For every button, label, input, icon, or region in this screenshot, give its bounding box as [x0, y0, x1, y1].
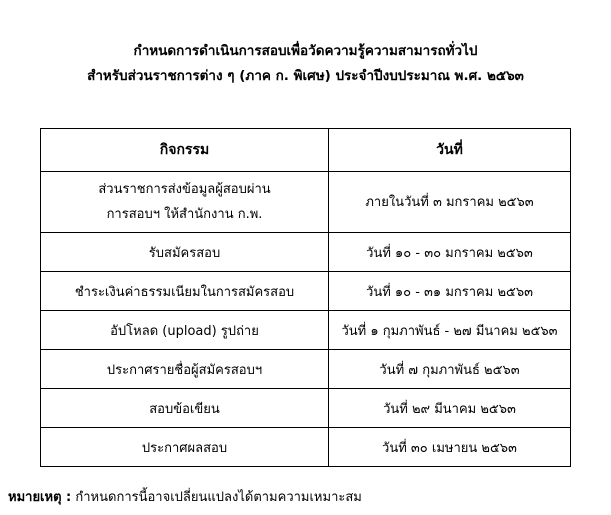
footnote-text: กำหนดการนี้อาจเปลี่ยนแปลงได้ตามความเหมาะสม: [75, 490, 362, 505]
footnote: [8, 486, 362, 507]
table-row: [41, 350, 571, 389]
document-title-line-2: สำหรับส่วนราชการต่าง ๆ (ภาค ก. พิเศษ) ประจำปีงบประมาณ พ.ศ. ๒๕๖๓: [87, 68, 524, 84]
document-title-line-1: กำหนดการดำเนินการสอบเพื่อวัดความรู้ความสามารถทั่วไป: [133, 43, 478, 59]
schedule-table: [40, 128, 571, 467]
date-cell: วันที่ ๒๙ มีนาคม ๒๕๖๓: [329, 389, 571, 428]
table-row: [41, 272, 571, 311]
footnote-label: หมายเหตุ :: [8, 490, 72, 505]
activity-cell: ประกาศรายชื่อผู้สมัครสอบฯ: [41, 350, 329, 389]
date-cell: วันที่ ๑ กุมภาพันธ์ - ๒๗ มีนาคม ๒๕๖๓: [329, 311, 571, 350]
table-row: [41, 311, 571, 350]
activity-line: ส่วนราชการส่งข้อมูลผู้สอบผ่าน: [98, 182, 271, 197]
activity-cell: [41, 172, 329, 233]
table-header-row: [41, 129, 571, 172]
date-cell: วันที่ ๑๐ - ๓๑ มกราคม ๒๕๖๓: [329, 272, 571, 311]
activity-cell: อัปโหลด (upload) รูปถ่าย: [41, 311, 329, 350]
activity-cell: ประกาศผลสอบ: [41, 428, 329, 467]
header-activity: กิจกรรม: [41, 129, 329, 172]
date-cell: ภายในวันที่ ๓ มกราคม ๒๕๖๓: [329, 172, 571, 233]
table-row: [41, 172, 571, 233]
activity-cell: ชำระเงินค่าธรรมเนียมในการสมัครสอบ: [41, 272, 329, 311]
table-row: [41, 428, 571, 467]
date-cell: วันที่ ๓๐ เมษายน ๒๕๖๓: [329, 428, 571, 467]
header-date: วันที่: [329, 129, 571, 172]
date-cell: วันที่ ๑๐ - ๓๐ มกราคม ๒๕๖๓: [329, 233, 571, 272]
activity-cell: สอบข้อเขียน: [41, 389, 329, 428]
table-row: [41, 389, 571, 428]
activity-line: การสอบฯ ให้สำนักงาน ก.พ.: [106, 207, 263, 222]
table-row: [41, 233, 571, 272]
date-cell: วันที่ ๗ กุมภาพันธ์ ๒๕๖๓: [329, 350, 571, 389]
activity-cell: รับสมัครสอบ: [41, 233, 329, 272]
